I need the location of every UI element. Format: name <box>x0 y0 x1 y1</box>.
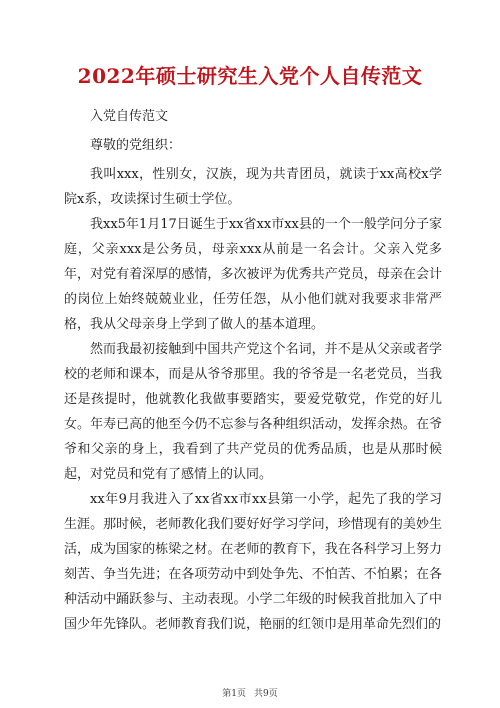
salutation: 尊敬的党组织： <box>90 138 182 153</box>
document-body <box>64 104 442 637</box>
page-footer <box>0 686 500 699</box>
paragraph-2: 我xx5年1月17日诞生于xx省xx市xx县的一个一般学问分子家庭，父亲xxx是公务员，母亲xxx从前是一名会计。父亲入党多年，对党有着深厚的感情，多次被评为优秀共产党员，母亲在会计的岗位上始终兢兢业业，任劳任怨，从小他们就对我要求非常严格，我从父母亲身上学到了做人的基本道理。 <box>64 217 442 332</box>
paragraph-4: xx年9月我进入了xx省xx市xx县第一小学，起先了我的学习生涯。那时候，老师教化我们要好好学习学问，珍惜现有的美妙生活，成为国家的栋梁之材。在老师的教育下，我在各科学习上努力刻苦、争当先进；在各项劳动中到处争先、不怕苦、不怕累；在各种活动中踊跃参与、主动表现。小学二年级的时候我首批加入了中国少年先锋队。老师教育我们说，艳丽的红领巾是用革命先烈们的 <box>64 492 442 632</box>
page-number: 第1页 <box>222 689 246 699</box>
paragraph-1: 我叫xxx，性别女，汉族，现为共青团员，就读于xx高校x学院x系，攻读探讨生硕士学位。 <box>64 167 442 207</box>
section-heading: 入党自传范文 <box>90 109 169 124</box>
paragraph-3: 然而我最初接触到中国共产党这个名词，并不是从父亲或者学校的老师和课本，而是从爷爷那里。我的爷爷是一名老党员，当我还是孩提时，他就教化我做事要踏实，要爱党敬党，作党的好儿女。年寿已高的他至今仍不忘参与各种组织活动，发挥余热。在爷爷和父亲的身上，我看到了共产党员的优秀品质，也是从那时候起，对党员和党有了感情上的认同。 <box>64 342 442 482</box>
document-title: 2022年硕士研究生入党个人自传范文 <box>77 64 423 88</box>
page-count: 共9页 <box>254 689 278 699</box>
